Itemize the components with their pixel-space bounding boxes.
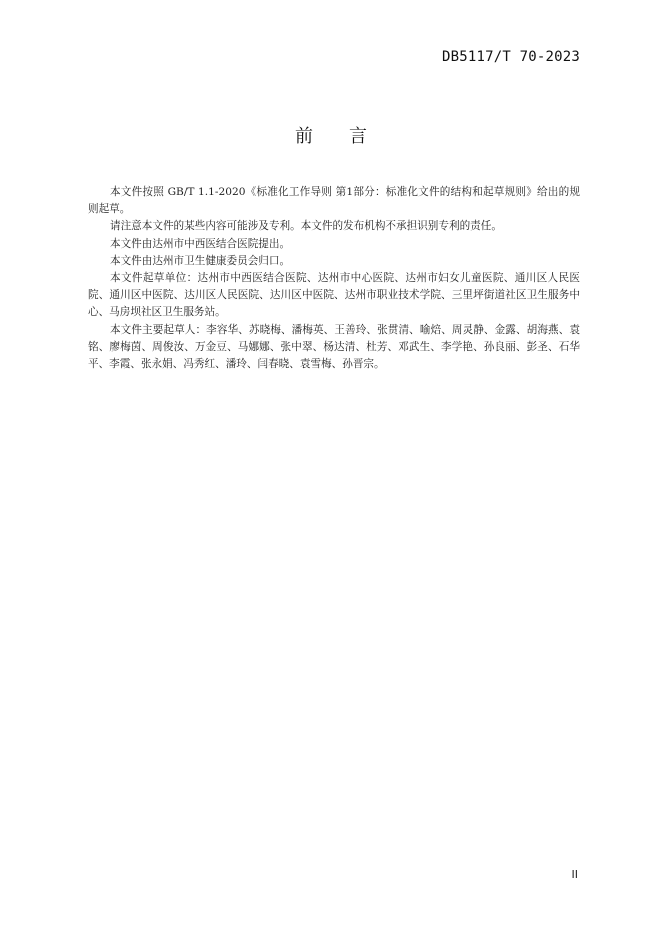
title-char-1: 前 [295,126,313,147]
paragraph-proposer: 本文件由达州市中西医结合医院提出。 [110,237,291,250]
paragraph-patent-notice: 请注意本文件的某些内容可能涉及专利。本文件的发布机构不承担识别专利的责任。 [110,220,502,233]
paragraph-drafters: 本文件主要起草人：李容华、苏晓梅、潘梅英、王善玲、张贯清、喻焙、周灵静、金露、胡海燕、袁铭、廖梅茵、周俊汝、万金豆、马娜娜、张中翠、杨达清、杜芳、邓武生、李学艳、孙良丽、彭圣、石华平、李霞、张永娟、冯秀红、潘玲、闫春晓、袁雪梅、孙晋宗。 [88,323,580,371]
title-char-2: 言 [349,126,367,147]
foreword-body [88,184,580,373]
page-title [0,122,662,148]
paragraph-drafting-units: 本文件起草单位：达州市中西医结合医院、达州市中心医院、达州市妇女儿童医院、通川区人民医院、通川区中医院、达川区人民医院、达川区中医院、达州市职业技术学院、三里坪街道社区卫生服务中心、马房坝社区卫生服务站。 [88,272,580,319]
page-number: II [571,868,578,881]
paragraph-administrator: 本文件由达州市卫生健康委员会归口。 [110,254,291,267]
document-code: DB5117/T 70-2023 [441,49,580,65]
paragraph-drafting-rules: 本文件按照 GB/T 1.1-2020《标准化工作导则 第1部分：标准化文件的结构和起草规则》给出的规则起草。 [88,186,580,216]
